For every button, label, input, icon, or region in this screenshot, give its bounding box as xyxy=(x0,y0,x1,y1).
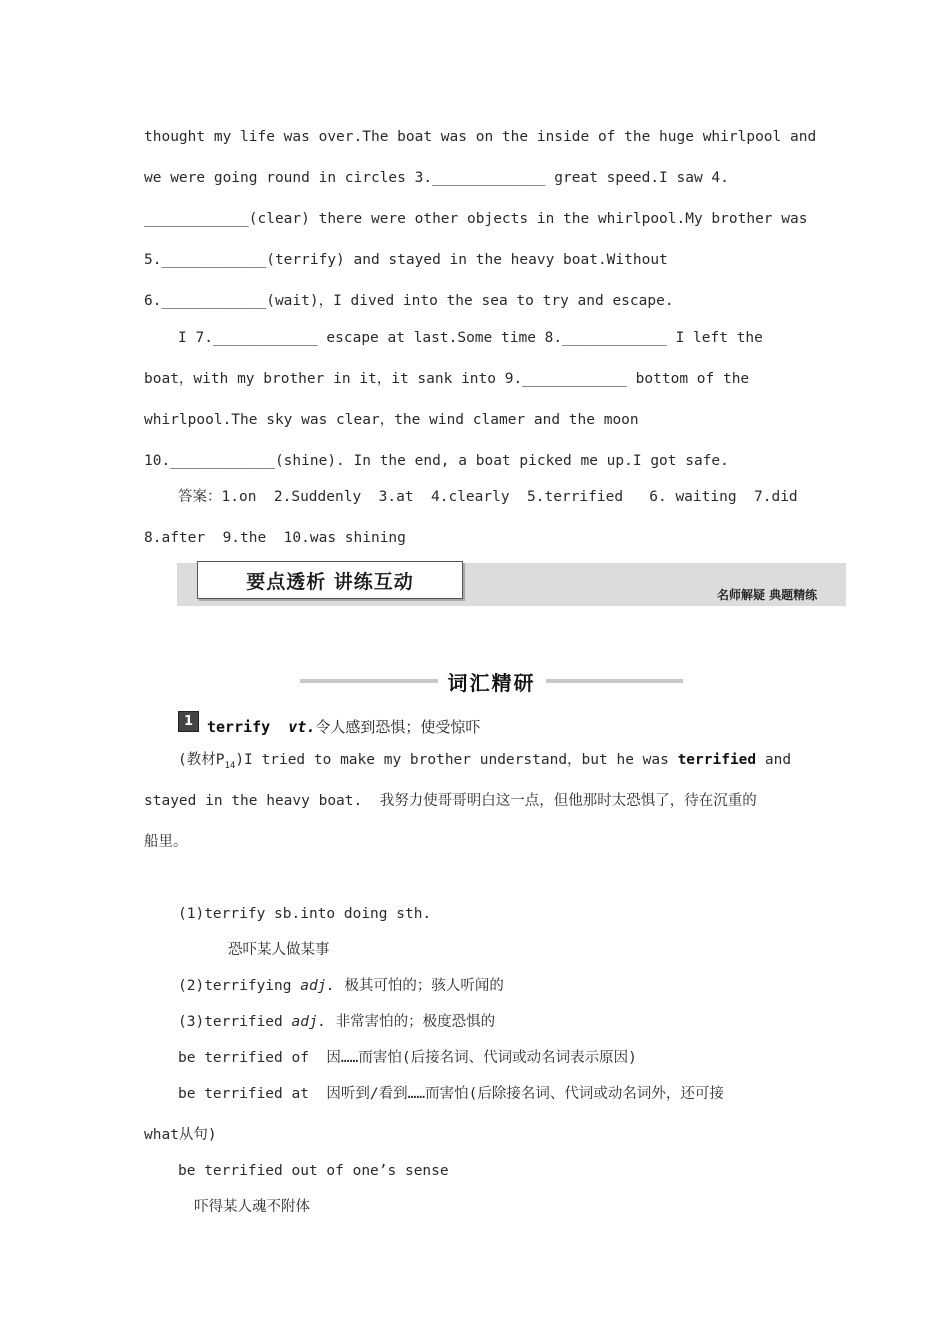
entry-meaning: 令人感到恐惧；使受惊吓 xyxy=(315,718,481,736)
entry-pos: vt. xyxy=(288,718,316,736)
usage-3-word: (3)terrified xyxy=(178,1014,292,1030)
passage-line-3: ____________(clear) there were other objects in the whirlpool.My brother was xyxy=(144,211,808,227)
source-line-2: stayed in the heavy boat. 我努力使哥哥明白这一点，但他那时太恐惧了，待在沉重的 xyxy=(144,793,757,809)
heading-rule-left xyxy=(300,679,438,683)
usage-1-meaning: 恐吓某人做某事 xyxy=(228,942,330,958)
passage-line-8: whirlpool.The sky was clear，the wind clamer and the moon xyxy=(144,412,639,428)
usage-6-meaning: 吓得某人魂不附体 xyxy=(194,1199,310,1215)
entry-number-badge: 1 xyxy=(178,711,199,732)
banner-subtitle: 名师解疑 典题精练 xyxy=(717,588,818,602)
usage-5-line-2: what从句) xyxy=(144,1127,217,1143)
source-line-3: 船里。 xyxy=(144,834,188,850)
usage-2-word: (2)terrifying xyxy=(178,978,301,994)
usage-4: be terrified of 因……而害怕(后接名词、代词或动名词表示原因) xyxy=(178,1050,637,1066)
passage-line-7: boat，with my brother in it，it sank into 9.____________ bottom of the xyxy=(144,371,750,387)
source-prefix: (教材P xyxy=(178,752,225,768)
usage-2-pos: adj. xyxy=(300,978,336,994)
passage-line-4: 5.____________(terrify) and stayed in the heavy boat.Without xyxy=(144,252,668,268)
passage-line-1: thought my life was over.The boat was on the inside of the huge whirlpool and xyxy=(144,129,817,145)
usage-1: (1)terrify sb.into doing sth. xyxy=(178,906,432,922)
source-suffix: )I tried to make my brother understand，but he was xyxy=(235,752,678,768)
passage-line-5: 6.____________(wait)，I dived into the sea to try and escape. xyxy=(144,293,674,309)
entry-headword-line xyxy=(207,717,480,737)
usage-5: be terrified at 因听到/看到……而害怕(后除接名词、代词或动名词外，还可接 xyxy=(178,1086,724,1102)
source-page-sub: 14 xyxy=(224,760,236,771)
usage-2-meaning: 极其可怕的；骇人听闻的 xyxy=(335,978,504,994)
usage-3-pos: adj. xyxy=(291,1014,327,1030)
entry-word: terrify xyxy=(207,718,271,736)
section-heading xyxy=(300,666,683,696)
answers-line-1: 答案：1.on 2.Suddenly 3.at 4.clearly 5.terrified 6. waiting 7.did xyxy=(178,489,798,505)
answers-line-2: 8.after 9.the 10.was shining xyxy=(144,530,406,546)
heading-rule-right xyxy=(546,679,684,683)
section-heading-text: 词汇精研 xyxy=(447,670,536,695)
source-end: and xyxy=(756,752,792,768)
source-line-1 xyxy=(178,750,791,776)
usage-6: be terrified out of one’s sense xyxy=(178,1163,449,1179)
usage-3-meaning: 非常害怕的；极度恐惧的 xyxy=(326,1014,496,1030)
usage-2 xyxy=(178,976,504,996)
passage-line-9: 10.____________(shine). In the end, a boat picked me up.I got safe. xyxy=(144,453,729,469)
source-bold-word: terrified xyxy=(677,752,757,768)
usage-3 xyxy=(178,1012,495,1032)
banner-title: 要点透析 讲练互动 xyxy=(197,561,463,599)
passage-line-2: we were going round in circles 3._____________ great speed.I saw 4. xyxy=(144,170,729,186)
passage-line-6: I 7.____________ escape at last.Some time 8.____________ I left the xyxy=(178,330,763,346)
